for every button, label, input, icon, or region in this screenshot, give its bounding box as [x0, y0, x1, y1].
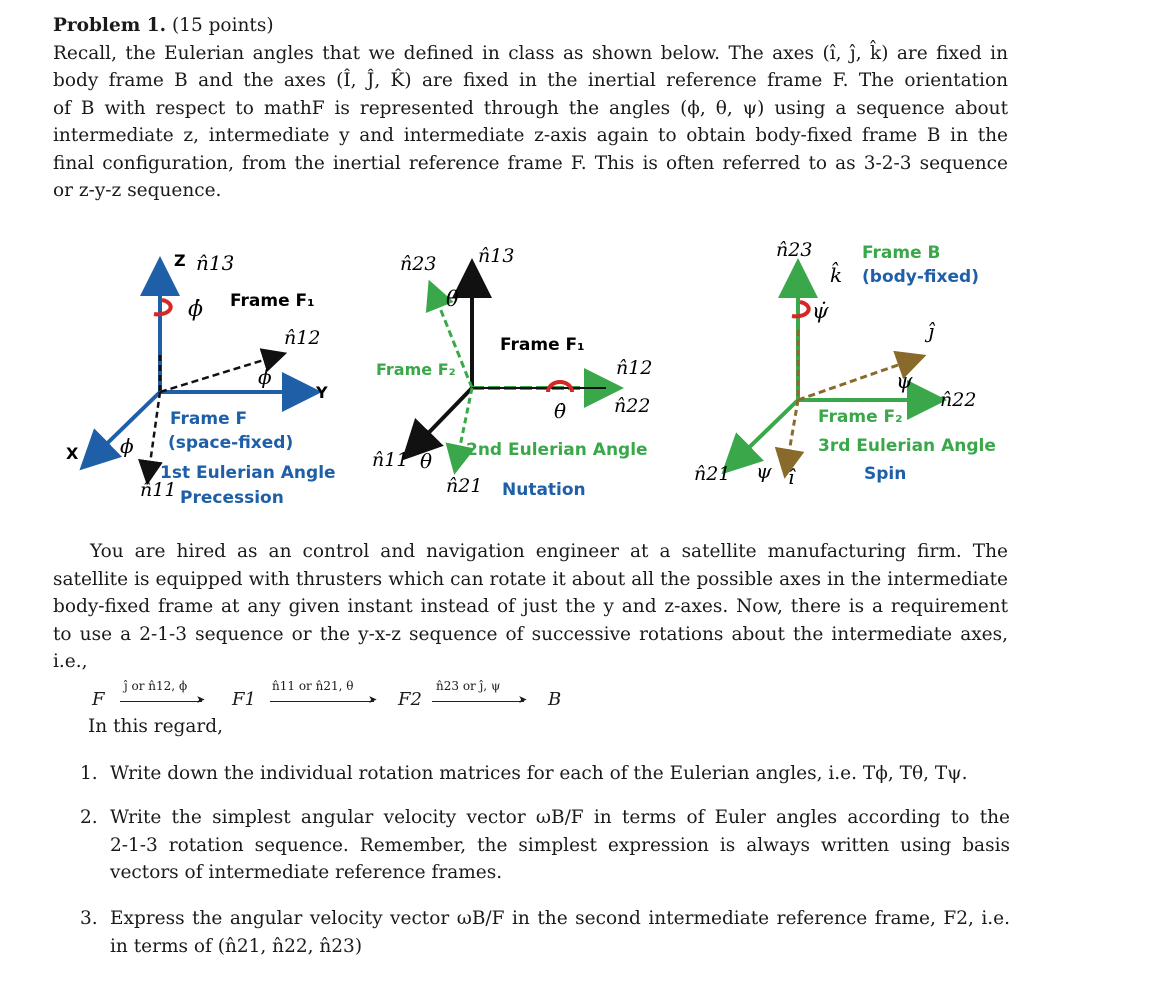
n22-label: n̂22 — [940, 389, 977, 411]
sequence-arrowhead-2: ➤ — [368, 693, 378, 706]
intro-line: body frame B and the axes (Î, Ĵ, K̂) are fixed in the inertial reference frame F. The orientation — [53, 70, 1008, 91]
first-angle-label: 1st Eulerian Angle — [160, 463, 336, 483]
precession-label: Precession — [180, 488, 284, 508]
n11-axis-arrow — [410, 388, 472, 452]
theta-top-label: θ — [446, 287, 459, 311]
psi-bottom-label: ψ — [756, 459, 772, 483]
phi-x-label: ϕ — [120, 434, 134, 458]
y-axis-label: Y — [316, 383, 328, 402]
spin-label: Spin — [864, 464, 907, 484]
psi-dot-label: ψ̇ — [812, 299, 829, 323]
panel-nutation — [372, 245, 652, 500]
frame-f2-label: Frame F₂ — [376, 360, 456, 379]
z-axis-label: Z — [174, 251, 186, 270]
sequence-f1: F1 — [232, 689, 256, 710]
n21-label: n̂21 — [694, 463, 731, 485]
panel-spin — [694, 239, 996, 489]
n12-label: n̂12 — [284, 327, 321, 349]
intro-line: intermediate z, intermediate y and intermediate z-axis again to obtain body-fixed frame B in the — [53, 125, 1008, 146]
sequence-label-3: n̂23 or ĵ, ψ — [436, 679, 501, 693]
phi-angle-label: ϕ — [258, 365, 272, 389]
n13-label: n̂13 — [478, 245, 515, 267]
frame-f2-label: Frame F₂ — [818, 407, 903, 427]
frame-f1-label: Frame F₁ — [500, 335, 585, 355]
question-line: vectors of intermediate reference frames. — [110, 862, 503, 883]
sequence-label-2: n̂11 or n̂21, θ — [272, 679, 354, 693]
intro-line: final configuration, from the inertial reference frame F. This is often referred to as 3-2-3 sequence — [53, 152, 1008, 174]
euler-angles-figure — [0, 228, 1153, 528]
sequence-b: B — [548, 689, 562, 710]
n22-label: n̂22 — [614, 395, 651, 417]
sequence-f2: F2 — [398, 689, 422, 710]
panel-precession — [66, 251, 336, 508]
n21-axis-arrow — [730, 400, 798, 466]
body-fixed-label: (body-fixed) — [862, 267, 979, 287]
n21-label: n̂21 — [446, 475, 483, 497]
regard-line — [88, 713, 788, 741]
n11-label: n̂11 — [372, 449, 409, 471]
psi-angle-label: ψ — [896, 369, 913, 393]
rotation-sequence — [88, 675, 688, 715]
second-angle-label: 2nd Eulerian Angle — [466, 440, 648, 460]
question-2 — [80, 804, 1010, 889]
scenario-line: i.e., — [53, 651, 88, 672]
scenario-line: body-fixed frame at any given instant instead of just the y and z-axes. Now, there is a requirement — [53, 596, 1008, 617]
sequence-arrow-2 — [270, 701, 374, 702]
frame-f1-label: Frame F₁ — [230, 291, 315, 311]
question-3 — [80, 905, 1010, 965]
problem-points: (15 points) — [171, 15, 274, 36]
spin-rotation-arc — [792, 302, 809, 316]
space-fixed-label: (space-fixed) — [168, 433, 294, 453]
n12-label: n̂12 — [616, 357, 653, 379]
sequence-label-1: ĵ or n̂12, ϕ — [124, 679, 188, 693]
problem-label: Problem 1. — [53, 15, 167, 36]
regard-text: In this regard, — [88, 716, 223, 737]
question-line: in terms of (n̂21, n̂22, n̂23) — [110, 935, 363, 957]
frame-f-label: Frame F — [170, 409, 248, 429]
n23-label: n̂23 — [776, 239, 813, 261]
question-1 — [80, 760, 1010, 790]
third-angle-label: 3rd Eulerian Angle — [818, 436, 996, 456]
scenario-line: You are hired as an control and navigation engineer at a satellite manufacturing firm. The — [90, 541, 1008, 562]
scenario-line: satellite is equipped with thrusters which can rotate it about all the possible axes in the intermediate — [53, 568, 1008, 590]
intro-line: of B with respect to mathF is represented through the angles (ϕ, θ, ψ) using a sequence about — [53, 97, 1008, 119]
intro-paragraph — [53, 12, 1008, 205]
n11-label: n̂11 — [140, 479, 177, 501]
frame-b-label: Frame B — [862, 243, 941, 263]
question-line: 2-1-3 rotation sequence. Remember, the simplest expression is always written using basis — [110, 834, 1010, 856]
k-label: k̂ — [830, 263, 843, 287]
sequence-f: F — [92, 689, 105, 710]
question-number: 2. — [80, 807, 98, 828]
scenario-paragraph — [53, 538, 1008, 676]
sequence-arrow-1 — [120, 701, 202, 702]
question-line: Write the simplest angular velocity vector ωB/F in terms of Euler angles according to the — [110, 807, 1010, 828]
n13-label: n̂13 — [196, 251, 235, 275]
sequence-arrow-3 — [432, 701, 524, 702]
question-number: 1. — [80, 763, 98, 784]
j-label: ĵ — [928, 319, 935, 343]
n23-label: n̂23 — [400, 253, 437, 275]
question-line: Express the angular velocity vector ωB/F in the second intermediate reference frame, F2, i.e. — [110, 908, 1010, 929]
sequence-arrowhead-3: ➤ — [518, 693, 528, 706]
sequence-arrowhead-1: ➤ — [196, 693, 206, 706]
problem-header — [53, 12, 1008, 40]
theta-bottom-label: θ — [420, 449, 433, 473]
question-number: 3. — [80, 908, 98, 929]
theta-dot-label: θ̇ — [554, 399, 567, 423]
nutation-label: Nutation — [502, 480, 586, 500]
question-line: Write down the individual rotation matrices for each of the Eulerian angles, i.e. Tϕ, Tθ, Tψ. — [110, 763, 968, 784]
intro-line: Recall, the Eulerian angles that we defined in class as shown below. The axes (î, ĵ, k̂) are fixed in — [53, 42, 1008, 64]
precession-rotation-arc — [154, 300, 171, 314]
n11-arrow — [148, 392, 160, 478]
scenario-line: to use a 2-1-3 sequence or the y-x-z sequence of successive rotations about the intermediate axes, — [53, 623, 1008, 645]
x-axis-label: X — [66, 444, 79, 463]
i-label: î — [788, 465, 795, 489]
intro-line: or z-y-z sequence. — [53, 180, 222, 201]
phi-dot-label: ϕ̇ — [188, 297, 203, 322]
